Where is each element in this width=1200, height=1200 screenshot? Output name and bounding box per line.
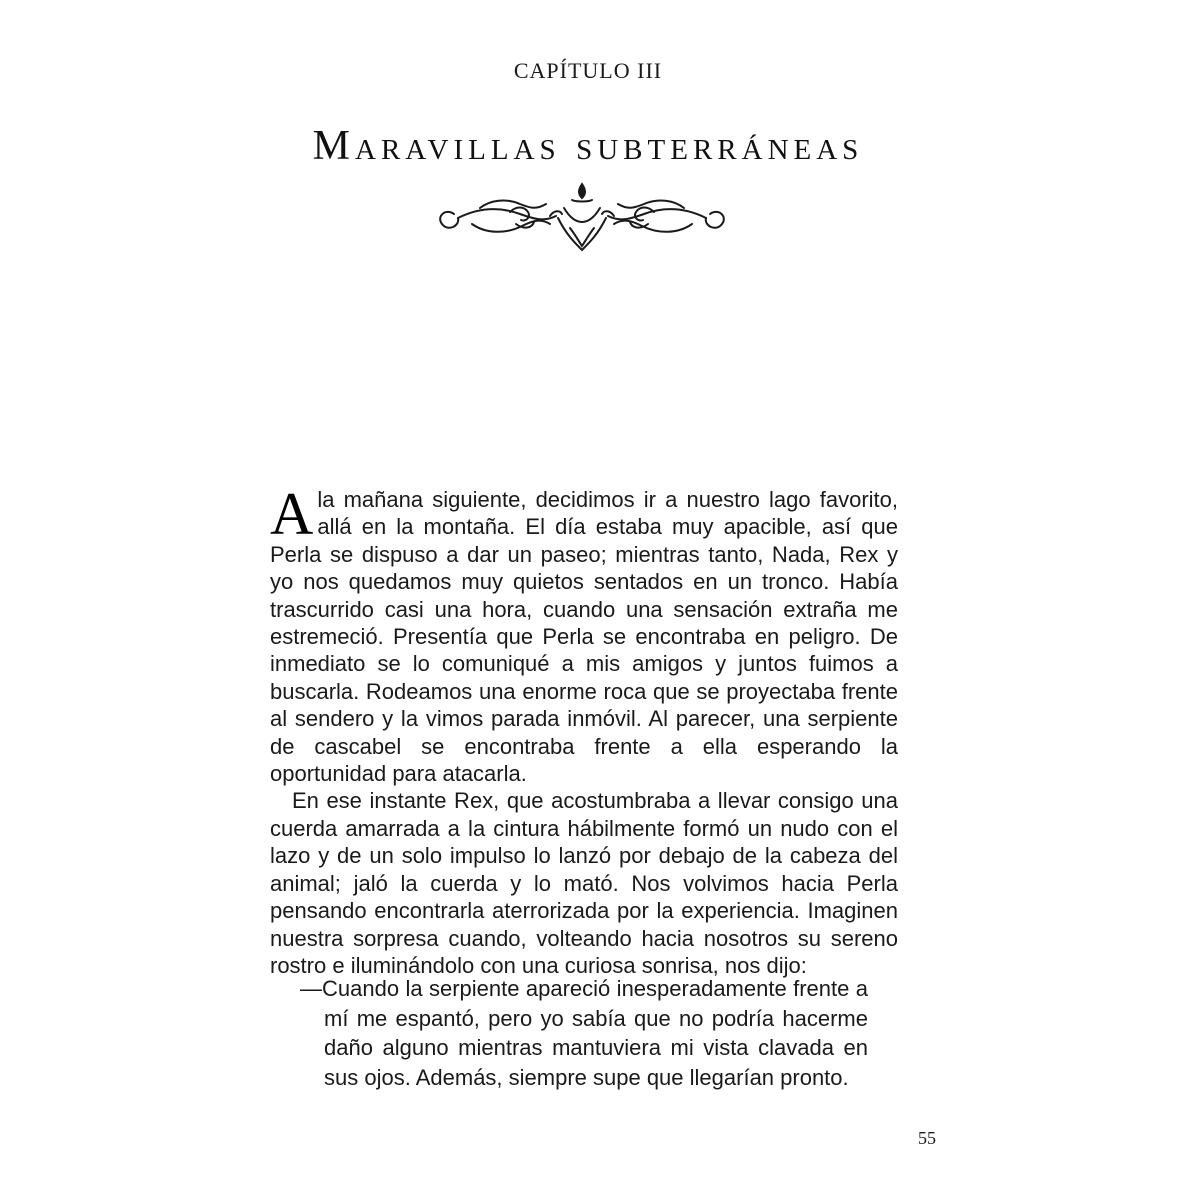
paragraph-1 bbox=[270, 481, 898, 787]
dialogue-quote bbox=[300, 974, 868, 1092]
flourish-divider-icon bbox=[432, 178, 732, 260]
quote-text: —Cuando la serpiente apareció inesperadamente frente a mí me espantó, pero yo sabía que no podría hacerme daño alguno mientras mantuviera mi vista clavada en sus ojos. Además, siempre supe que llegarían pronto. bbox=[300, 976, 868, 1090]
paragraph-1-text: la mañana siguiente, decidimos ir a nuestro lago favorito, allá en la montaña. El día estaba muy apacible, así que Perla se dispuso a dar un paseo; mientras tanto, Nada, Rex y yo nos quedamos muy quietos sentados en un tronco. Había trascurrido casi una hora, cuando una sensación extraña me estremeció. Presentía que Perla se encontraba en peligro. De inmediato se lo comuniqué a mis amigos y juntos fuimos a buscarla. Rodeamos una enorme roca que se proyectaba frente al sendero y la vimos parada inmóvil. Al parecer, una serpiente de cascabel se encontraba frente a ella esperando la oportunidad para atacarla. bbox=[270, 487, 898, 787]
chapter-label: CAPÍTULO III bbox=[513, 58, 663, 83]
page-number: 55 bbox=[918, 1128, 936, 1148]
paragraph-2: En ese instante Rex, que acostumbraba a llevar consigo una cuerda amarrada a la cintura hábilmente formó un nudo con el lazo y de un solo impulso lo lanzó por debajo de la cabeza del animal; jaló la cuerda y lo mató. Nos volvimos hacia Perla pensando encontrarla aterrorizada por la experiencia. Imaginen nuestra sorpresa cuando, volteando hacia nosotros su sereno rostro e iluminándolo con una curiosa sonrisa, nos dijo: bbox=[270, 788, 898, 978]
body-text bbox=[270, 481, 898, 979]
drop-cap: A bbox=[270, 481, 314, 547]
chapter-title: Maravillas subterráneas bbox=[312, 123, 864, 169]
